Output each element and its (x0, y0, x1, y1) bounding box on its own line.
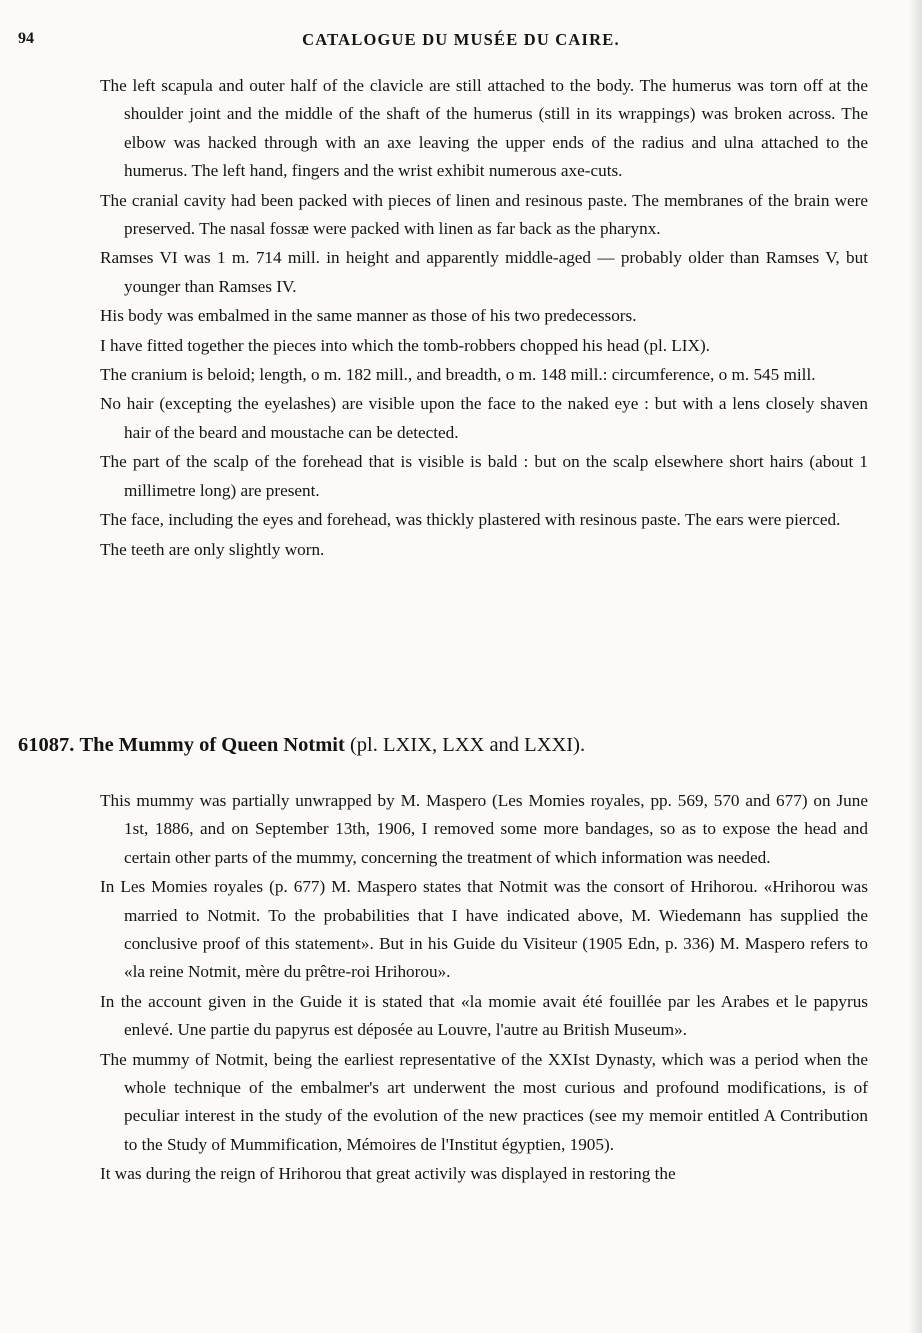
paragraph: I have fitted together the pieces into which the tomb-robbers chopped his head (pl. LIX). (100, 335, 710, 355)
continued-text (100, 72, 868, 565)
paragraph: The cranial cavity had been packed with pieces of linen and resinous paste. The membranes of the brain were preserved. The nasal fossæ were packed with linen as far back as the pharynx. (100, 190, 868, 239)
entry-text (100, 787, 868, 1190)
entry-heading (18, 734, 585, 757)
paragraph: The face, including the eyes and forehead, was thickly plastered with resinous paste. The ears were pierced. (100, 510, 841, 530)
paragraph: This mummy was partially unwrapped by M. Maspero (Les Momies royales, pp. 569, 570 and 677) on June 1st, 1886, and on September 13th, 1906, I removed some more bandages, so as to expose the head and certain other parts of the mummy, concerning the treatment of which information was needed. (100, 791, 868, 867)
paragraph: It was during the reign of Hrihorou that great activily was displayed in restoring the (100, 1164, 676, 1184)
paragraph: The mummy of Notmit, being the earliest representative of the XXIst Dynasty, which was a period when the whole technique of the embalmer's art underwent the most curious and profound modifications, is of peculiar interest in the study of the evolution of the new practices (see my memoir entitled A Contribution to the Study of Mummification, Mémoires de l'Institut égyptien, 1905). (100, 1049, 868, 1154)
paragraph: No hair (excepting the eyelashes) are visible upon the face to the naked eye : but with a lens closely shaven hair of the beard and moustache can be detected. (100, 394, 868, 442)
paragraph: His body was embalmed in the same manner as those of his two predecessors. (100, 306, 637, 326)
page-number: 94 (18, 30, 34, 47)
paragraph: The teeth are only slightly worn. (100, 539, 325, 559)
paragraph: In the account given in the Guide it is stated that «la momie avait été fouillée par les Arabes et le papyrus enlevé. Une partie du papyrus est déposée au Louvre, l'autre au British Museum». (100, 991, 868, 1040)
running-title: CATALOGUE DU MUSÉE DU CAIRE. (302, 30, 620, 49)
paragraph: The cranium is beloid; length, o m. 182 mill., and breadth, o m. 148 mill.: circumference, o m. 545 mill. (100, 365, 816, 385)
page-edge-shadow (908, 0, 922, 1333)
paragraph: The part of the scalp of the forehead that is visible is bald : but on the scalp elsewhere short hairs (about 1 millimetre long) are present. (100, 452, 868, 500)
paragraph: Ramses VI was 1 m. 714 mill. in height and apparently middle-aged — probably older than Ramses V, but younger than Ramses IV. (100, 248, 868, 296)
entry-number: 61087. (18, 734, 75, 756)
entry-title: The Mummy of Queen Notmit (79, 734, 345, 756)
paragraph: The left scapula and outer half of the clavicle are still attached to the body. The humerus was torn off at the shoulder joint and the middle of the shaft of the humerus (still in its wrappings) was broken across. The elbow was hacked through with an axe leaving the upper ends of the radius and ulna attached to the humerus. The left hand, fingers and the wrist exhibit numerous axe-cuts. (100, 76, 868, 181)
entry-plates: (pl. LXIX, LXX and LXXI). (349, 734, 586, 756)
paragraph: In Les Momies royales (p. 677) M. Maspero states that Notmit was the consort of Hrihorou. «Hrihorou was married to Notmit. To the probabilities that I have indicated above, M. Wiedemann has supplied the conclusive proof of this statement». But in his Guide du Visiteur (1905 Edn, p. 336) M. Maspero refers to «la reine Notmit, mère du prêtre-roi Hrihorou». (100, 877, 868, 982)
